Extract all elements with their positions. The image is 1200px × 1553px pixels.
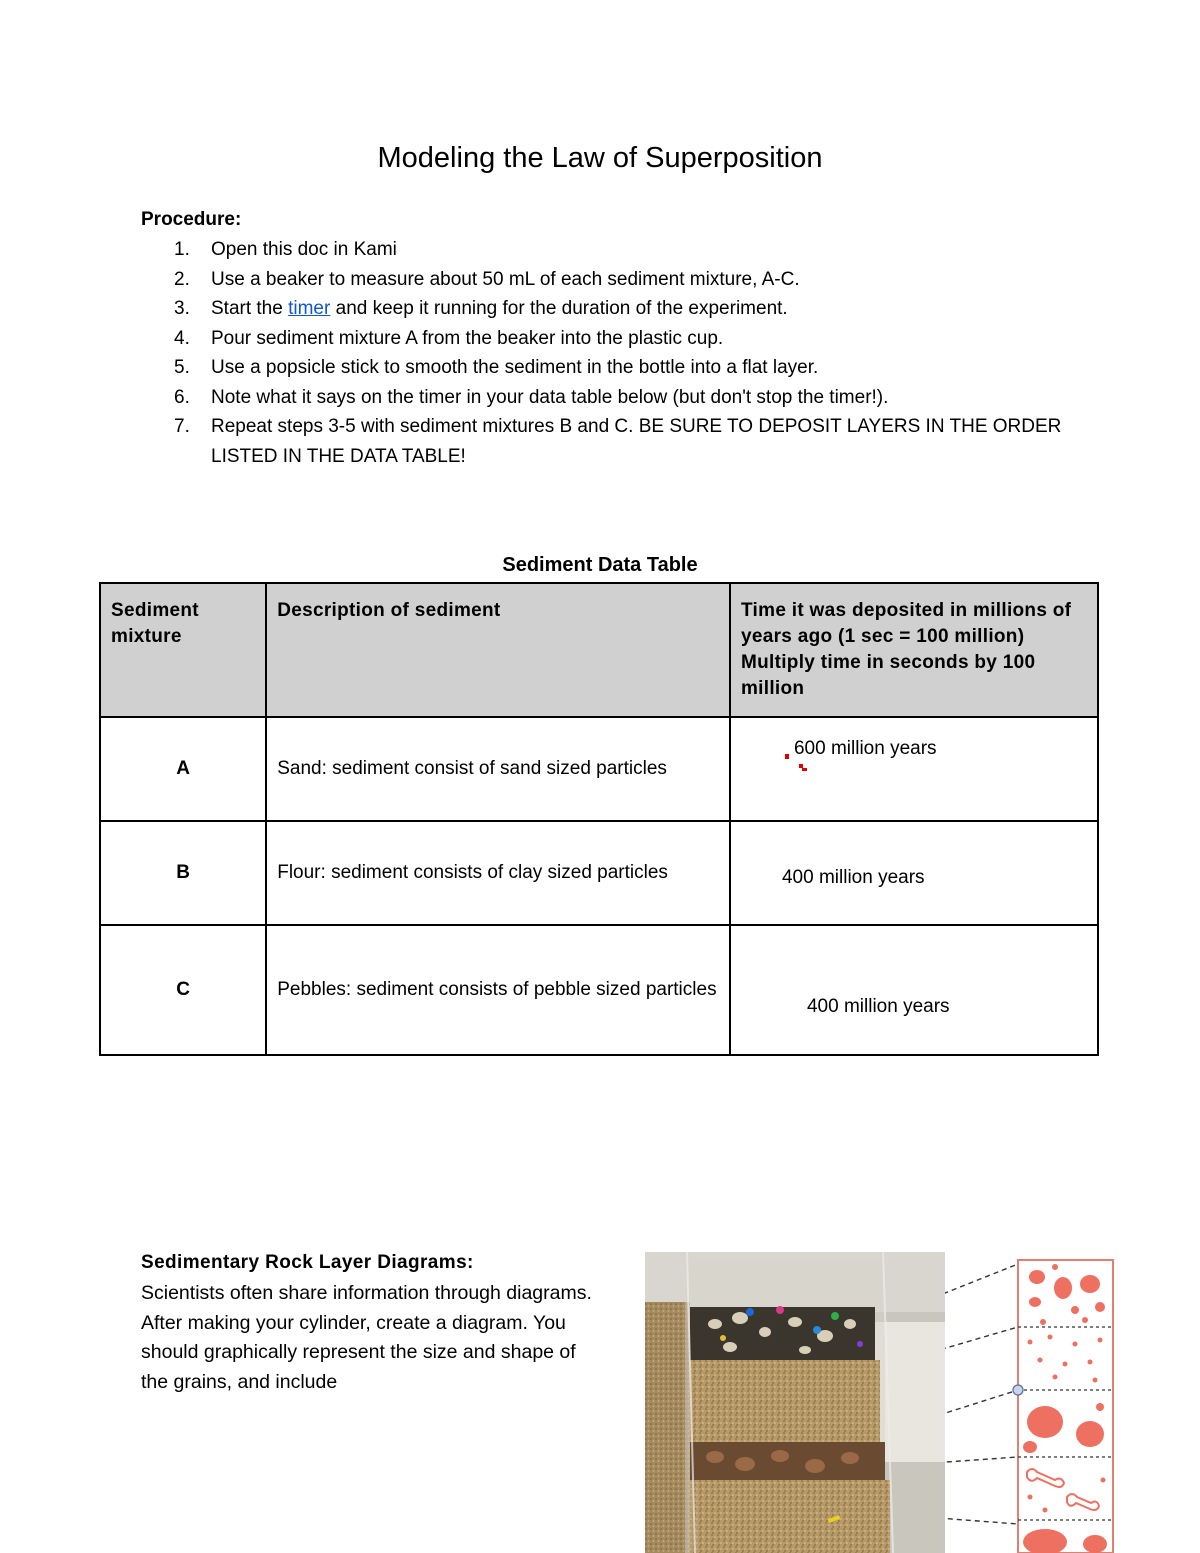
time-cell[interactable] (730, 717, 1098, 821)
annotation-mark (785, 754, 789, 759)
step-number: 2. (174, 268, 190, 290)
step-1 (141, 235, 1071, 265)
time-value: 400 million years (781, 867, 925, 888)
description-cell: Flour: sediment consists of clay sized particles (266, 821, 730, 925)
step-number: 4. (174, 327, 190, 349)
step-number: 1. (174, 239, 190, 260)
mixture-cell: B (100, 821, 266, 925)
step-text: Use a popsicle stick to smooth the sediment in the bottle into a flat layer. (211, 357, 819, 378)
step-text: Open this doc in Kami (211, 239, 397, 260)
step-2 (141, 265, 1071, 295)
sediment-data-table (99, 582, 1099, 1056)
header-mixture: Sediment mixture (100, 583, 266, 717)
timer-link[interactable]: timer (288, 298, 331, 319)
table-row (100, 821, 1098, 925)
description-cell: Pebbles: sediment consists of pebble sized particles (266, 925, 730, 1055)
procedure-heading: Procedure: (141, 209, 242, 230)
step-text: Use a beaker to measure about 50 mL of each sediment mixture, A-C. (211, 268, 800, 290)
time-value: 400 million years (806, 996, 950, 1017)
table-title: Sediment Data Table (502, 554, 698, 576)
description-cell: Sand: sediment consist of sand sized particles (266, 717, 730, 821)
step-3 (141, 294, 1071, 324)
step-text: Repeat steps 3-5 with sediment mixtures B and C. BE SURE TO DEPOSIT LAYERS IN THE ORDER LISTED IN THE DATA TABLE! (211, 416, 1062, 467)
header-description: Description of sediment (266, 583, 730, 717)
step-number: 3. (174, 298, 190, 319)
step-text (211, 294, 1071, 324)
sediment-photo (645, 1252, 945, 1553)
layer-diagram (945, 1252, 1200, 1553)
step-6 (141, 383, 1071, 413)
diagrams-heading: Sedimentary Rock Layer Diagrams: (141, 1252, 474, 1273)
step-5 (141, 353, 1071, 383)
step-text: Pour sediment mixture A from the beaker into the plastic cup. (211, 327, 724, 349)
table-header-row (100, 583, 1098, 717)
step-number: 6. (174, 386, 190, 408)
annotation-mark (802, 768, 807, 771)
step-7 (141, 412, 1071, 471)
step-number: 7. (174, 416, 190, 437)
step-number: 5. (174, 357, 190, 378)
page-title: Modeling the Law of Superposition (377, 142, 823, 174)
mixture-cell: C (100, 925, 266, 1055)
time-cell[interactable] (730, 821, 1098, 925)
procedure-steps (141, 235, 1071, 471)
table-row (100, 717, 1098, 821)
diagrams-text: Scientists often share information through diagrams. After making your cylinder, create a diagram. You should graphically represent the size and shape of the grains, and include (141, 1282, 592, 1393)
step-text-pre: Start the (211, 298, 289, 319)
header-time: Time it was deposited in millions of years ago (1 sec = 100 million) Multiply time in seconds by 100 million (730, 583, 1098, 717)
time-value: 600 million years (793, 738, 937, 759)
mixture-cell: A (100, 717, 266, 821)
step-4 (141, 324, 1071, 354)
time-cell[interactable] (730, 925, 1098, 1055)
table-row (100, 925, 1098, 1055)
step-text: Note what it says on the timer in your data table below (but don't stop the timer!). (211, 386, 889, 408)
step-text-post: and keep it running for the duration of the experiment. (330, 298, 788, 319)
